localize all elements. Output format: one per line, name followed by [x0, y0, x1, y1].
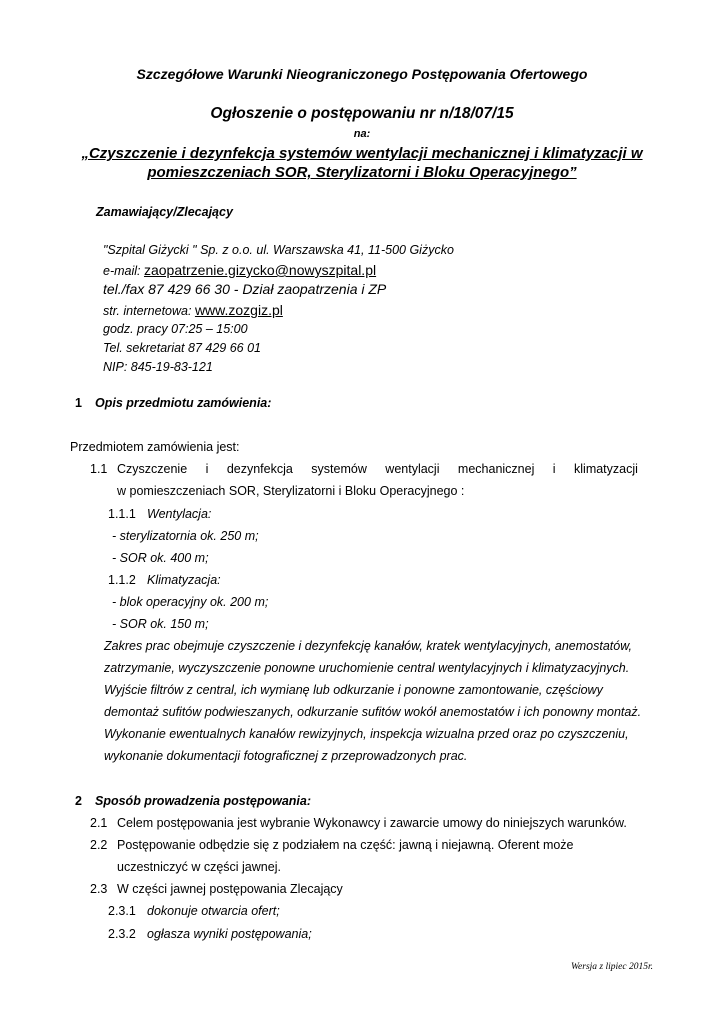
item-1-1-word: i	[552, 462, 556, 476]
scope-line: demontaż sufitów podwieszanych, odkurzanie sufitów wokół anemostatów i ich ponowny montaż.	[104, 705, 642, 719]
notice-title: Ogłoszenie o postępowaniu nr n/18/07/15	[210, 105, 514, 122]
item-1-1-word: Czyszczenie	[117, 462, 188, 476]
scope-line: wykonanie dokumentacji fotograficznej z przeprowadzonych prac.	[104, 749, 468, 763]
ventilation-item: - sterylizatornia ok. 250 m;	[112, 529, 259, 543]
web-label: str. internetowa:	[103, 304, 195, 318]
notice-on-label: na:	[353, 128, 371, 140]
item-1-1-word: mechanicznej	[457, 462, 535, 476]
contracting-heading: Zamawiający/Zlecający	[96, 205, 233, 219]
air-conditioning-item: - SOR ok. 150 m;	[112, 617, 209, 631]
item-1-1-word: i	[205, 462, 209, 476]
web-line	[103, 302, 283, 318]
item-1-1-1-number: 1.1.1	[108, 507, 136, 521]
item-2-3-1-text: dokonuje otwarcia ofert;	[147, 904, 280, 918]
subject-line-2: pomieszczeniach SOR, Sterylizatorni i Bloku Operacyjnego”	[147, 164, 577, 181]
secretariat-phone: Tel. sekretariat 87 429 66 01	[103, 341, 261, 355]
item-2-3-2-text: ogłasza wyniki postępowania;	[147, 927, 312, 941]
scope-line: Zakres prac obejmuje czyszczenie i dezynfekcję kanałów, kratek wentylacyjnych, anemostatów,	[104, 639, 633, 653]
working-hours: godz. pracy 07:25 – 15:00	[103, 322, 248, 336]
section-1-title: Opis przedmiotu zamówienia:	[95, 396, 272, 410]
item-2-1-text: Celem postępowania jest wybranie Wykonawcy i zawarcie umowy do niniejszych warunków.	[117, 816, 627, 830]
item-1-1-2-number: 1.1.2	[108, 573, 136, 587]
item-1-1-word: systemów	[311, 462, 367, 476]
section-2-number: 2	[75, 794, 82, 808]
item-1-1-2-title: Klimatyzacja:	[147, 573, 221, 587]
ventilation-item: - SOR ok. 400 m;	[112, 551, 209, 565]
document-title: Szczegółowe Warunki Nieograniczonego Postępowania Ofertowego	[136, 66, 588, 82]
nip-number: NIP: 845-19-83-121	[103, 360, 213, 374]
scope-line: Wyjście filtrów z central, ich wymianę lub odkurzanie i ponowne zamontowanie, częściowy	[104, 683, 603, 697]
item-1-1-1-title: Wentylacja:	[147, 507, 212, 521]
air-conditioning-item: - blok operacyjny ok. 200 m;	[112, 595, 269, 609]
subject-line-1: „Czyszczenie i dezynfekcja systemów wentylacji mechanicznej i klimatyzacji w	[81, 145, 643, 162]
email-label: e-mail:	[103, 264, 144, 278]
item-1-1-line-2: w pomieszczeniach SOR, Sterylizatorni i Bloku Operacyjnego :	[117, 484, 465, 498]
item-1-1-word: wentylacji	[385, 462, 440, 476]
item-2-3-number: 2.3	[90, 882, 108, 896]
email-link[interactable]: zaopatrzenie.gizycko@nowyszpital.pl	[143, 262, 377, 278]
scope-line: zatrzymanie, wyczyszczenie ponowne uruchomienie central wentylacyjnych i klimatyzacyjnych.	[104, 661, 630, 675]
item-2-2-number: 2.2	[90, 838, 108, 852]
item-1-1-word: klimatyzacji	[574, 462, 638, 476]
web-link[interactable]: www.zozgiz.pl	[194, 302, 283, 318]
email-line	[103, 262, 376, 278]
item-2-3-1-number: 2.3.1	[108, 904, 136, 918]
section-1-number: 1	[75, 396, 82, 410]
scope-line: Wykonanie ewentualnych kanałów rewizyjnych, inspekcja wizualna przed oraz po czyszczeniu,	[104, 727, 629, 741]
item-1-1-line-1	[117, 462, 638, 476]
section-1-intro: Przedmiotem zamówienia jest:	[70, 440, 240, 454]
item-2-1-number: 2.1	[90, 816, 108, 830]
item-2-3-2-number: 2.3.2	[108, 927, 136, 941]
item-2-3-text: W części jawnej postępowania Zlecający	[117, 882, 343, 896]
item-2-2-line-2: uczestniczyć w części jawnej.	[117, 860, 281, 874]
contracting-address: "Szpital Giżycki " Sp. z o.o. ul. Warszawska 41, 11-500 Giżycko	[103, 243, 454, 257]
item-2-2-line-1: Postępowanie odbędzie się z podziałem na część: jawną i niejawną. Oferent może	[117, 838, 574, 852]
section-2-title: Sposób prowadzenia postępowania:	[95, 794, 311, 808]
item-1-1-word: dezynfekcja	[226, 462, 293, 476]
version-footer: Wersja z lipiec 2015r.	[571, 962, 653, 972]
item-1-1-number: 1.1	[90, 462, 108, 476]
phone-line: tel./fax 87 429 66 30 - Dział zaopatrzenia i ZP	[103, 281, 387, 297]
